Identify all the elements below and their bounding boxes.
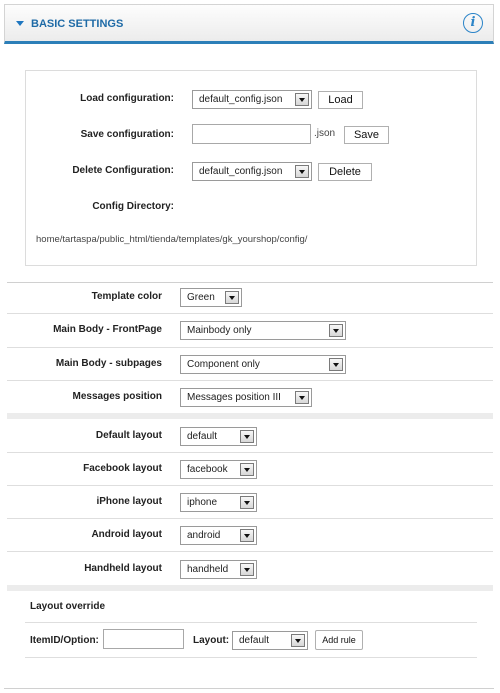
messages-position-label: Messages position <box>72 391 162 402</box>
handheld-layout-label: Handheld layout <box>84 563 162 574</box>
main-body-sub-label: Main Body - subpages <box>55 358 162 369</box>
config-directory-label: Config Directory: <box>92 201 174 212</box>
divider <box>7 313 493 314</box>
divider <box>7 551 493 552</box>
divider <box>25 657 477 658</box>
android-layout-label: Android layout <box>91 529 162 540</box>
section-separator <box>7 413 493 419</box>
delete-config-select[interactable] <box>192 162 312 181</box>
panel-title: BASIC SETTINGS <box>31 18 124 30</box>
itemid-label: ItemID/Option: <box>30 635 99 646</box>
info-icon[interactable]: i <box>463 13 483 33</box>
divider <box>7 452 493 453</box>
override-layout-select[interactable] <box>232 631 308 650</box>
android-layout-value: android <box>187 530 221 541</box>
chevron-down-icon[interactable] <box>295 391 309 404</box>
basic-settings-header[interactable] <box>4 4 494 44</box>
divider <box>7 485 493 486</box>
chevron-down-icon[interactable] <box>329 324 343 337</box>
layout-label: Layout: <box>193 635 230 646</box>
facebook-layout-select[interactable] <box>180 460 257 479</box>
chevron-down-icon[interactable] <box>225 291 239 304</box>
main-body-sub-value: Component only <box>187 359 260 370</box>
android-layout-select[interactable] <box>180 526 257 545</box>
chevron-down-icon[interactable] <box>291 634 305 647</box>
chevron-down-icon[interactable] <box>240 463 254 476</box>
iphone-layout-label: iPhone layout <box>96 496 162 507</box>
divider <box>7 282 493 283</box>
template-color-label: Template color <box>91 291 162 302</box>
collapse-arrow-icon[interactable] <box>16 21 24 26</box>
load-config-value: default_config.json <box>199 94 283 105</box>
load-button[interactable]: Load <box>318 91 363 109</box>
config-directory-path: home/tartaspa/public_html/tienda/templates/gk_yourshop/config/ <box>36 234 308 245</box>
chevron-down-icon[interactable] <box>295 165 309 178</box>
divider <box>7 518 493 519</box>
chevron-down-icon[interactable] <box>240 430 254 443</box>
facebook-layout-label: Facebook layout <box>83 463 162 474</box>
divider <box>7 347 493 348</box>
save-button[interactable]: Save <box>344 126 389 144</box>
json-suffix: .json <box>314 128 336 139</box>
save-config-label: Save configuration: <box>80 129 174 140</box>
main-body-sub-select[interactable] <box>180 355 346 374</box>
divider <box>25 622 477 623</box>
load-config-select[interactable] <box>192 90 312 109</box>
itemid-input[interactable] <box>103 629 184 649</box>
template-color-select[interactable] <box>180 288 242 307</box>
default-layout-value: default <box>187 431 218 442</box>
iphone-layout-value: iphone <box>187 497 218 508</box>
chevron-down-icon[interactable] <box>240 529 254 542</box>
chevron-down-icon[interactable] <box>240 563 254 576</box>
chevron-down-icon[interactable] <box>329 358 343 371</box>
iphone-layout-select[interactable] <box>180 493 257 512</box>
messages-position-select[interactable] <box>180 388 312 407</box>
default-layout-select[interactable] <box>180 427 257 446</box>
facebook-layout-value: facebook <box>187 464 228 475</box>
save-config-input[interactable] <box>192 124 311 144</box>
delete-config-label: Delete Configuration: <box>72 165 174 176</box>
template-color-value: Green <box>187 292 215 303</box>
load-config-label: Load configuration: <box>80 93 174 104</box>
panel-bottom-border <box>4 688 494 689</box>
chevron-down-icon[interactable] <box>295 93 309 106</box>
main-body-front-select[interactable] <box>180 321 346 340</box>
divider <box>7 380 493 381</box>
messages-position-value: Messages position III <box>187 392 281 403</box>
handheld-layout-select[interactable] <box>180 560 257 579</box>
layout-override-title: Layout override <box>30 601 106 612</box>
main-body-front-value: Mainbody only <box>187 325 252 336</box>
section-separator <box>7 585 493 591</box>
override-layout-value: default <box>239 635 270 646</box>
delete-button[interactable]: Delete <box>318 163 372 181</box>
delete-config-value: default_config.json <box>199 166 283 177</box>
chevron-down-icon[interactable] <box>240 496 254 509</box>
add-rule-button[interactable]: Add rule <box>315 630 363 650</box>
handheld-layout-value: handheld <box>187 564 229 575</box>
default-layout-label: Default layout <box>95 430 162 441</box>
main-body-front-label: Main Body - FrontPage <box>53 324 162 335</box>
